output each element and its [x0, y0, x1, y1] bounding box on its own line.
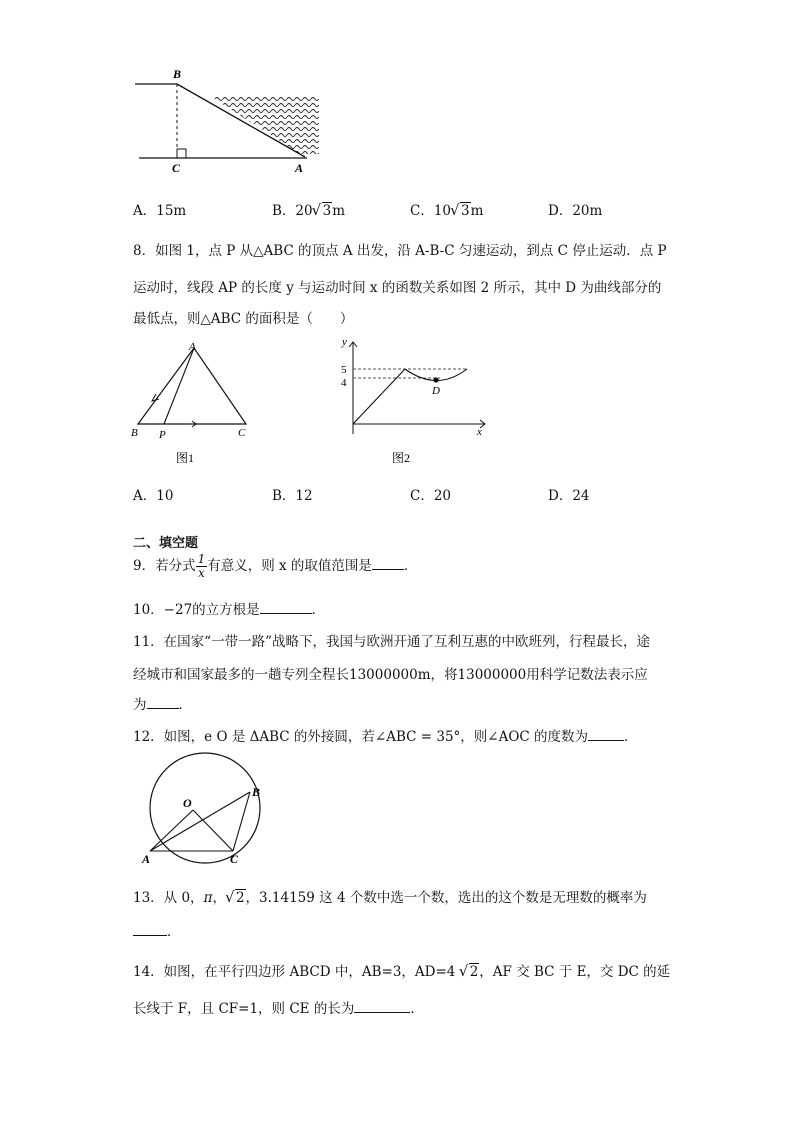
- q12-label-b: B: [252, 785, 261, 799]
- q8-option-a[interactable]: A．10: [133, 488, 174, 504]
- q11-answer-blank[interactable]: [147, 696, 179, 709]
- q12-label-o: O: [183, 796, 192, 810]
- q13-line-1: 13．从 0，π，√ 2，3.14159 这 4 个数中选一个数，选出的这个数是无理数的概率为: [133, 886, 647, 906]
- q8-line-2: 运动时，线段 AP 的长度 y 与运动时间 x 的函数关系如图 2 所示，其中 D 为曲线部分的: [133, 280, 662, 296]
- q12-line: 12．如图，e O 是 ΔABC 的外接圆，若∠ABC = 35°，则∠AOC 的度数为 ．: [133, 729, 638, 745]
- q8-fig2-caption: 图2: [392, 451, 411, 465]
- q8-figure-2: [335, 336, 495, 468]
- q12-label-c: C: [230, 852, 239, 866]
- q13-line-2: ．: [133, 920, 181, 940]
- q8-option-b[interactable]: B．12: [272, 488, 313, 504]
- fraction-1-over-x: $\frac{1}{x}$: [197, 552, 206, 580]
- q8-fig1-label-a: A: [189, 341, 196, 353]
- q8-fig2-label-y: y: [342, 336, 347, 348]
- q11-line-2: 经城市和国家最多的一趟专列全程长13000000m，将13000000用科学记数法表示应: [133, 667, 648, 683]
- q9-line: 9．若分式 $\frac{1}{x}$ 有意义，则 x 的取值范围是 ．: [133, 552, 418, 580]
- q12-label-a: A: [142, 852, 151, 866]
- q8-figure-1: [128, 338, 258, 468]
- q8-option-c[interactable]: C．20: [410, 488, 452, 504]
- q14-line-1: 14．如图，在平行四边形 ABCD 中，AB=3，AD=4 √ 2，AF 交 BC 于 E，交 DC 的延: [133, 960, 670, 980]
- q8-fig2-label-5: 5: [341, 364, 347, 376]
- q14-answer-blank[interactable]: [354, 1000, 410, 1013]
- q7-option-a[interactable]: A．15m: [133, 203, 187, 219]
- sqrt-symbol: √ 3: [451, 203, 471, 219]
- q13-answer-blank[interactable]: [133, 923, 167, 936]
- q8-line-1: 8．如图 1，点 P 从△ABC 的顶点 A 出发，沿 A-B-C 匀速运动，到点 C 停止运动．点 P: [133, 243, 667, 259]
- q11-line-3: 为 ．: [133, 697, 192, 713]
- q7-label-c: C: [172, 161, 181, 175]
- q8-fig1-label-b: B: [131, 427, 138, 439]
- q8-fig2-label-d: D: [432, 385, 440, 397]
- q8-option-d[interactable]: D．24: [548, 488, 590, 504]
- q7-option-d[interactable]: D．20m: [548, 203, 603, 219]
- q8-fig1-label-p: P: [159, 429, 166, 441]
- q9-answer-blank[interactable]: [372, 557, 404, 570]
- q8-fig1-caption: 图1: [176, 451, 195, 465]
- sqrt-symbol: √ 3: [313, 203, 333, 219]
- q7-label-a: A: [295, 161, 304, 175]
- sqrt-symbol: √ 2: [226, 890, 246, 906]
- q10-line: 10．−27的立方根是 ．: [133, 602, 326, 618]
- q7-label-b: B: [173, 67, 182, 81]
- q12-answer-blank[interactable]: [588, 728, 624, 741]
- q8-fig2-label-x: x: [477, 426, 482, 438]
- q7-option-c[interactable]: C．10√ 3m: [410, 199, 483, 219]
- q7-option-b[interactable]: B．20√ 3m: [272, 199, 345, 219]
- q10-answer-blank[interactable]: [260, 601, 312, 614]
- q12-circle-figure: [133, 752, 283, 872]
- section-title-fill-in: 二、填空题: [133, 536, 199, 551]
- q7-slope-figure: [135, 66, 335, 176]
- q11-line-1: 11．在国家“一带一路”战略下，我国与欧洲开通了互利互惠的中欧班列，行程最长，途: [133, 634, 650, 650]
- q8-line-3: 最低点，则△ABC 的面积是（ ）: [133, 311, 354, 327]
- q8-fig2-label-4: 4: [341, 377, 347, 389]
- q14-line-2: 长线于 F，且 CF=1，则 CE 的长为 ．: [133, 1001, 424, 1017]
- q8-fig1-label-c: C: [238, 427, 246, 439]
- sqrt-symbol: √ 2: [460, 964, 480, 980]
